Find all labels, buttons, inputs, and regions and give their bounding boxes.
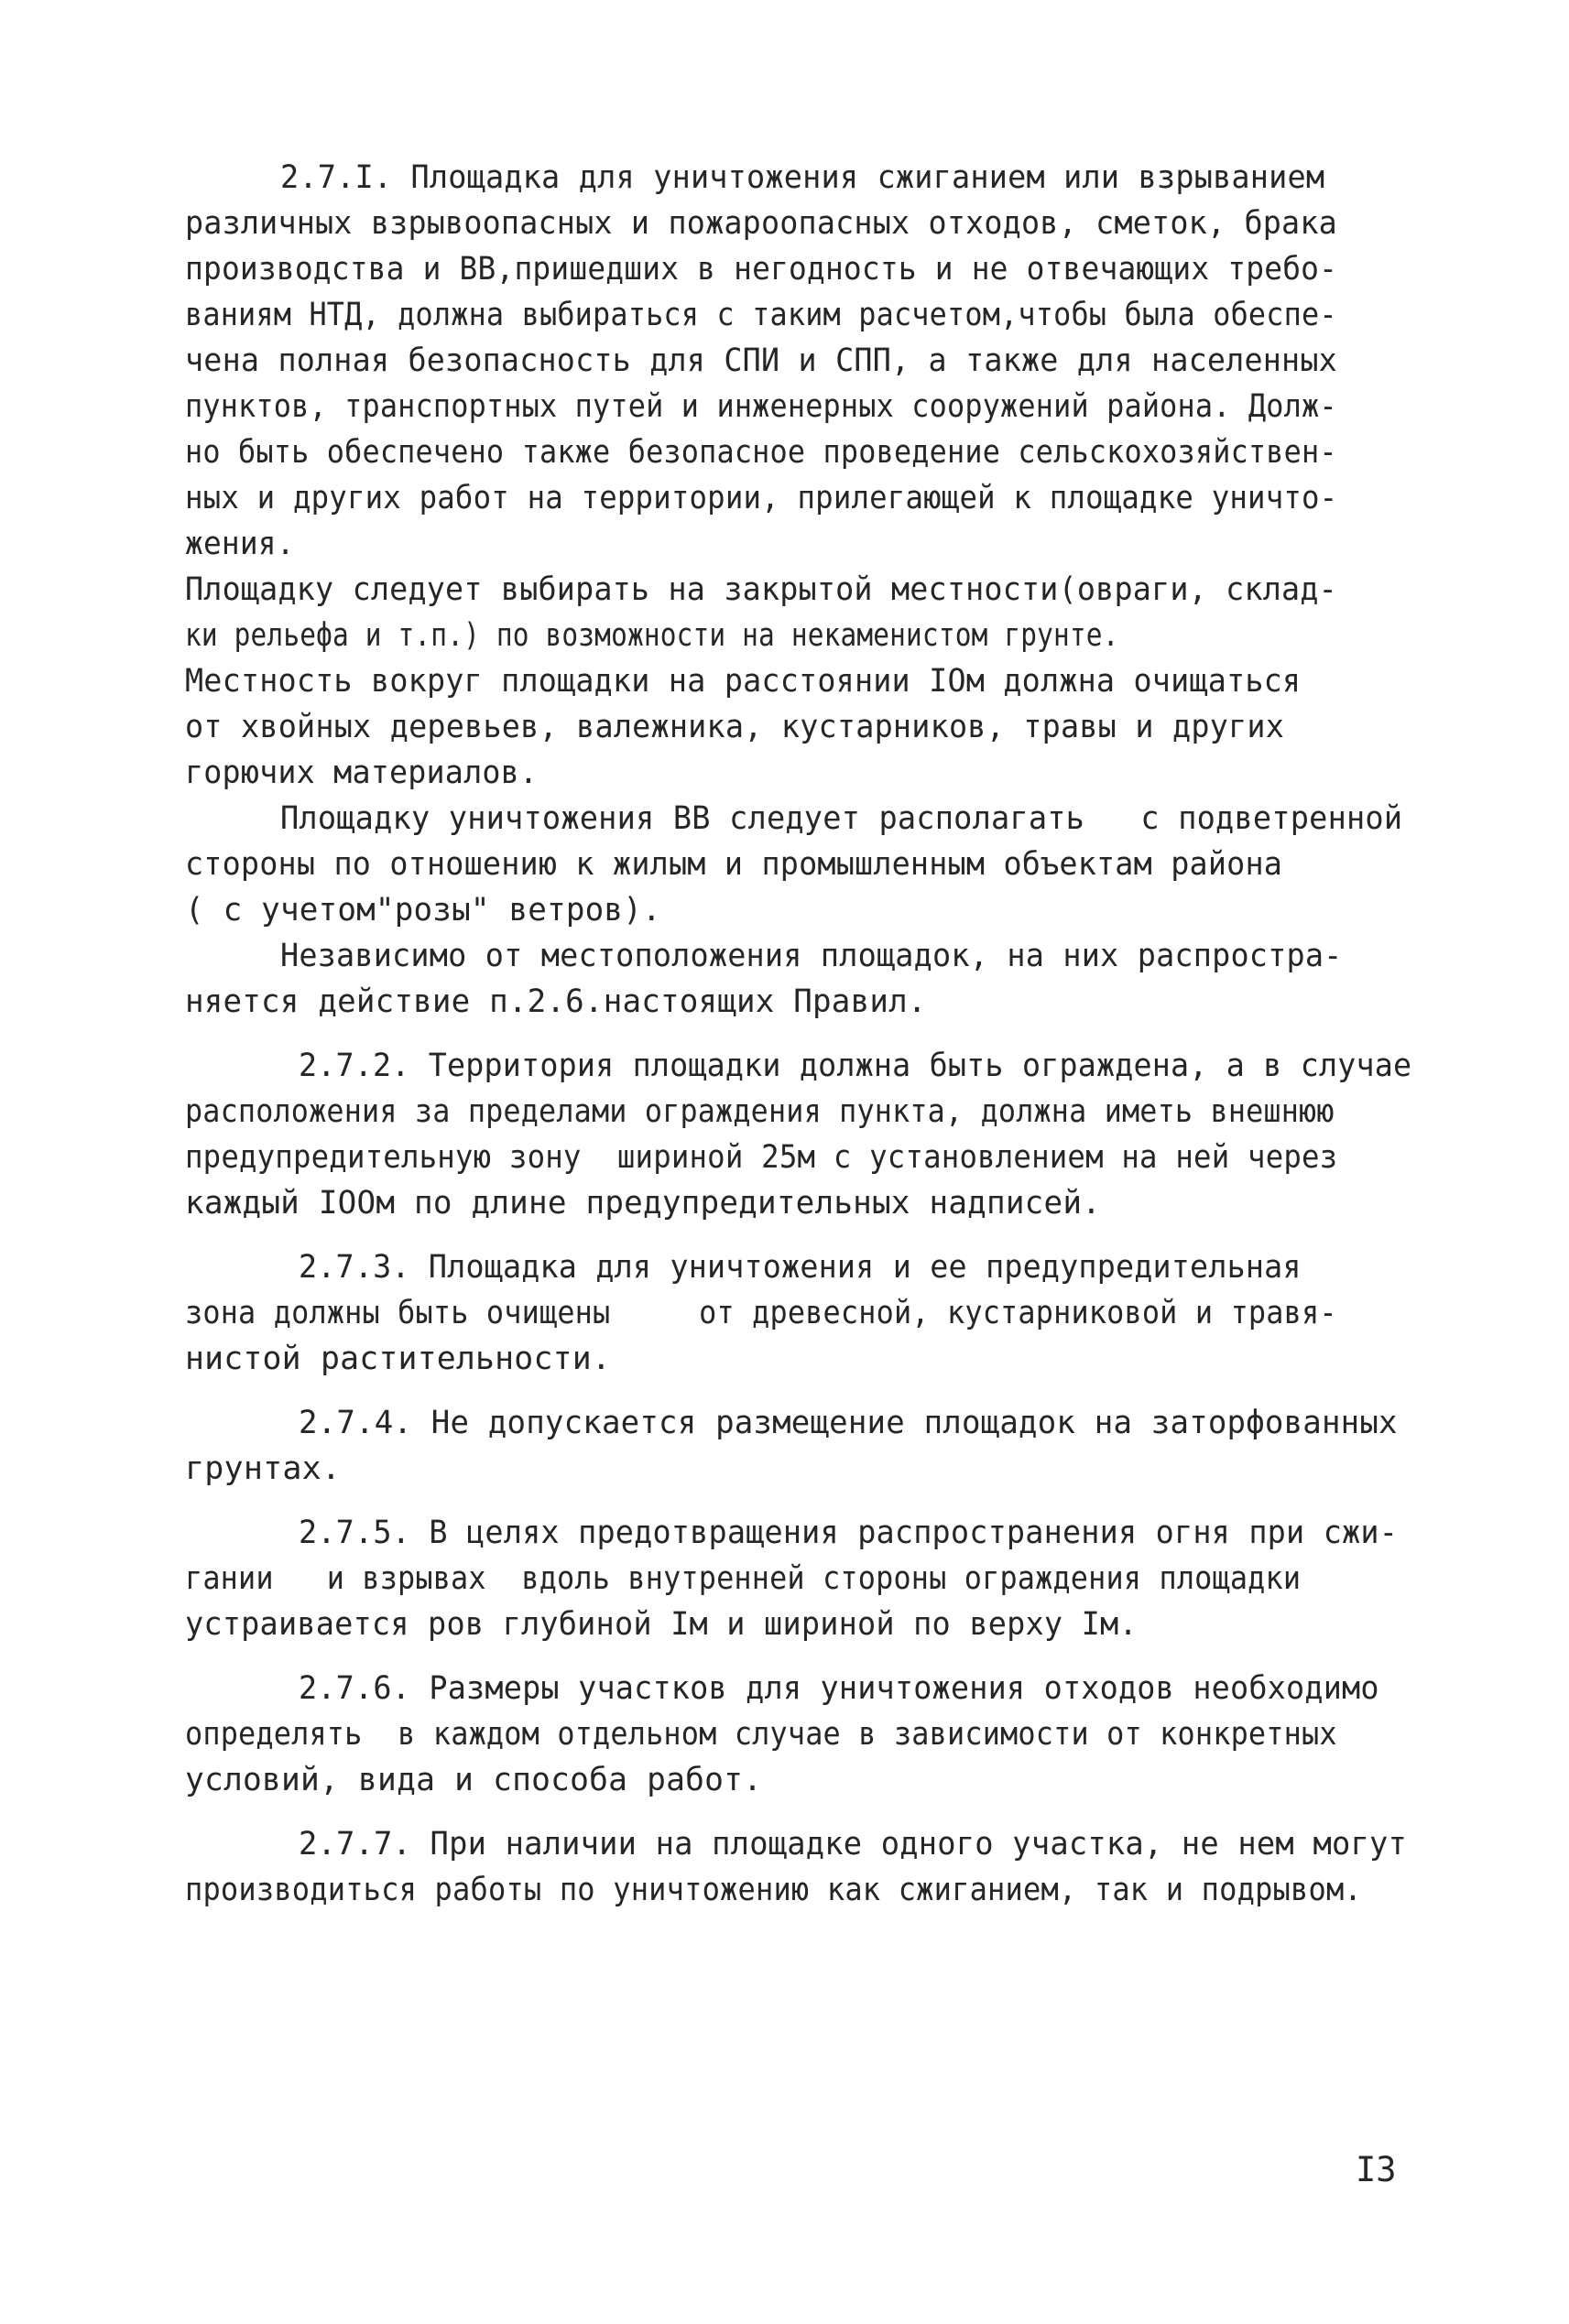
text-line: ваниям НТД, должна выбираться с таким расчетом,чтобы была обеспе- [185, 297, 1337, 333]
page-number: I3 [1356, 2150, 1397, 2189]
text-line: 2.7.7. При наличии на площадке одного участка, не нем могут [299, 1826, 1407, 1862]
text-line: Площадку уничтожения ВВ следует располагать с подветренной [280, 800, 1403, 837]
text-line: ( с учетом"розы" ветров). [185, 892, 661, 929]
text-line: няется действие п.2.6.настоящих Правил. [185, 983, 927, 1020]
text-line: расположения за пределами ограждения пункта, должна иметь внешнюю [185, 1093, 1335, 1130]
text-line: 2.7.2. Территория площадки должна быть ограждена, а в случае [299, 1048, 1412, 1084]
text-line: зона должны быть очищены от древесной, кустарниковой и травя- [185, 1295, 1337, 1331]
text-line: но быть обеспечено также безопасное проведение сельскохозяйствен- [185, 434, 1337, 471]
text-line: 2.7.4. Не допускается размещение площадок на заторфованных [299, 1405, 1398, 1441]
text-line: ных и других работ на территории, прилегающей к площадке уничто- [185, 480, 1338, 516]
text-line: грунтах. [185, 1450, 342, 1487]
text-line: определять в каждом отдельном случае в зависимости от конкретных [185, 1716, 1337, 1753]
text-line: пунктов, транспортных путей и инженерных сооружений района. Долж- [185, 388, 1337, 425]
text-line: гании и взрывах вдоль внутренней стороны ограждения площадки [185, 1560, 1302, 1597]
text-line: 2.7.5. В целях предотвращения распространения огня при сжи- [299, 1515, 1399, 1551]
text-line: производства и ВВ,пришедших в негодность и не отвечающих требо- [185, 251, 1338, 288]
text-line: каждый IООм по длине предупредительных надписей. [185, 1185, 1102, 1222]
text-line: нистой растительности. [185, 1341, 611, 1377]
text-line: предупредительную зону шириной 25м с установлением на ней через [185, 1139, 1338, 1176]
text-line: производиться работы по уничтожению как сжиганием, так и подрывом. [185, 1872, 1362, 1908]
text-line: устраивается ров глубиной Iм и шириной по верху Iм. [185, 1606, 1138, 1643]
text-line: различных взрывоопасных и пожароопасных отходов, сметок, брака [185, 205, 1337, 242]
text-line: горючих материалов. [185, 755, 539, 791]
text-line: 2.7.3. Площадка для уничтожения и ее предупредительная [299, 1249, 1302, 1286]
text-line: 2.7.I. Площадка для уничтожения сжиганием или взрыванием [280, 159, 1325, 196]
text-line: 2.7.6. Размеры участков для уничтожения отходов необходимо [299, 1670, 1379, 1707]
text-line: условий, вида и способа работ. [185, 1762, 763, 1798]
text-line: от хвойных деревьев, валежника, кустарников, травы и других [185, 709, 1285, 745]
text-line: Независимо от местоположения площадок, на них распростра- [280, 938, 1343, 974]
text-line: жения. [185, 526, 295, 562]
text-line: Местность вокруг площадки на расстоянии IОм должна очищаться [185, 663, 1302, 700]
text-line: ки рельефа и т.п.) по возможности на некаменистом грунте. [185, 617, 1119, 654]
text-line: Площадку следует выбирать на закрытой местности(овраги, склад- [185, 571, 1337, 608]
text-line: стороны по отношению к жилым и промышленным объектам района [185, 846, 1283, 883]
text-line: чена полная безопасность для СПИ и СПП, а также для населенных [185, 342, 1337, 379]
